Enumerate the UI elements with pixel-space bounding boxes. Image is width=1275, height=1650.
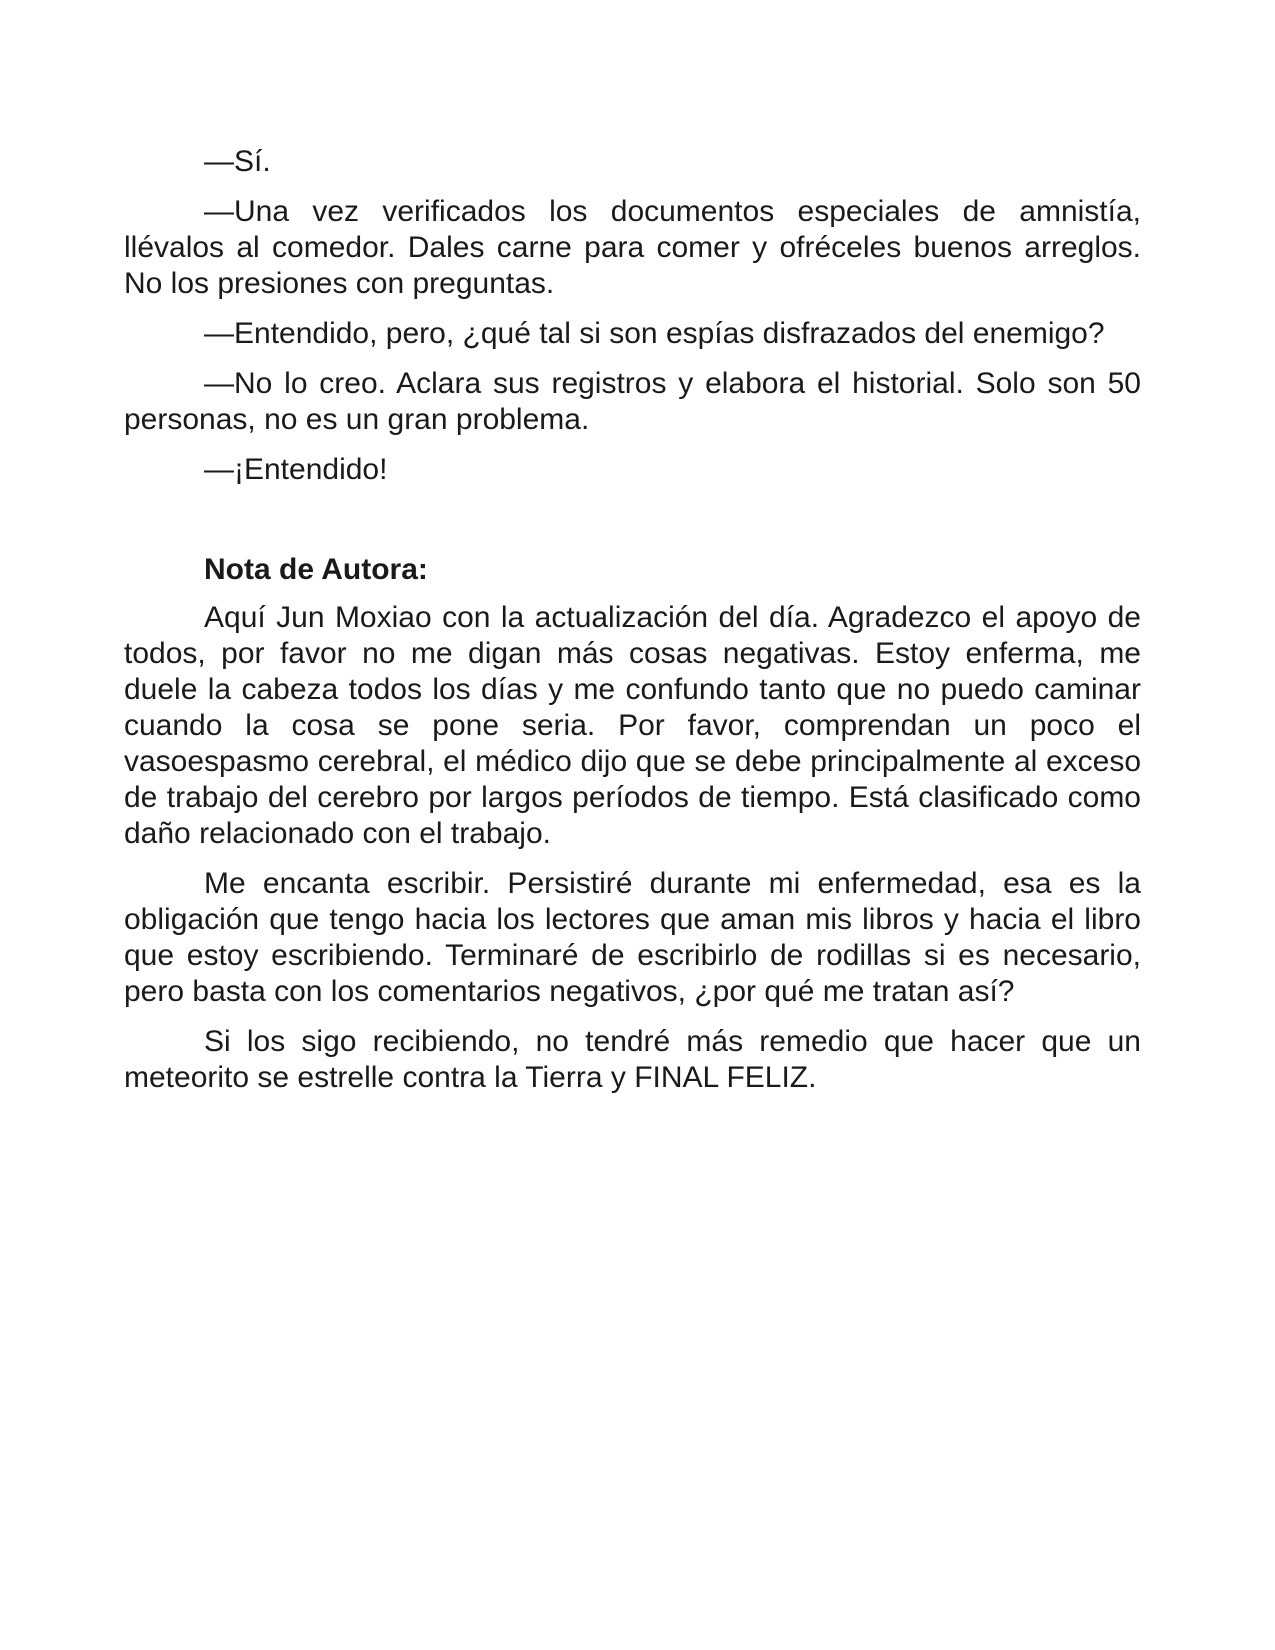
- section-spacer: [124, 502, 1141, 552]
- dialogue-line: —No lo creo. Aclara sus registros y elabora el historial. Solo son 50 personas, no es un gran problema.: [124, 367, 1141, 436]
- author-note-heading: Nota de Autora:: [204, 553, 428, 586]
- dialogue-line: —Una vez verificados los documentos especiales de amnistía, llévalos al comedor. Dales carne para comer y ofréceles buenos arreglos. No los presiones con preguntas.: [124, 195, 1141, 300]
- dialogue-line: —¡Entendido!: [204, 453, 388, 486]
- dialogue-line: —Entendido, pero, ¿qué tal si son espías disfrazados del enemigo?: [204, 317, 1105, 350]
- dialogue-line: —Sí.: [204, 145, 271, 178]
- author-note-paragraph: Si los sigo recibiendo, no tendré más remedio que hacer que un meteorito se estrelle contra la Tierra y FINAL FELIZ.: [124, 1025, 1141, 1094]
- author-note-paragraph: Me encanta escribir. Persistiré durante mi enfermedad, esa es la obligación que tengo hacia los lectores que aman mis libros y hacia el libro que estoy escribiendo. Terminaré de escribirlo de rodillas si es necesario, pero basta con los comentarios negativos, ¿por qué me tratan así?: [124, 867, 1141, 1008]
- author-note-paragraph: Aquí Jun Moxiao con la actualización del día. Agradezco el apoyo de todos, por favor no me digan más cosas negativas. Estoy enferma, me duele la cabeza todos los días y me confundo tanto que no puedo caminar cuando la cosa se pone seria. Por favor, comprendan un poco el vasoespasmo cerebral, el médico dijo que se debe principalmente al exceso de trabajo del cerebro por largos períodos de tiempo. Está clasificado como daño relacionado con el trabajo.: [124, 601, 1141, 850]
- page-content: [124, 144, 1141, 1110]
